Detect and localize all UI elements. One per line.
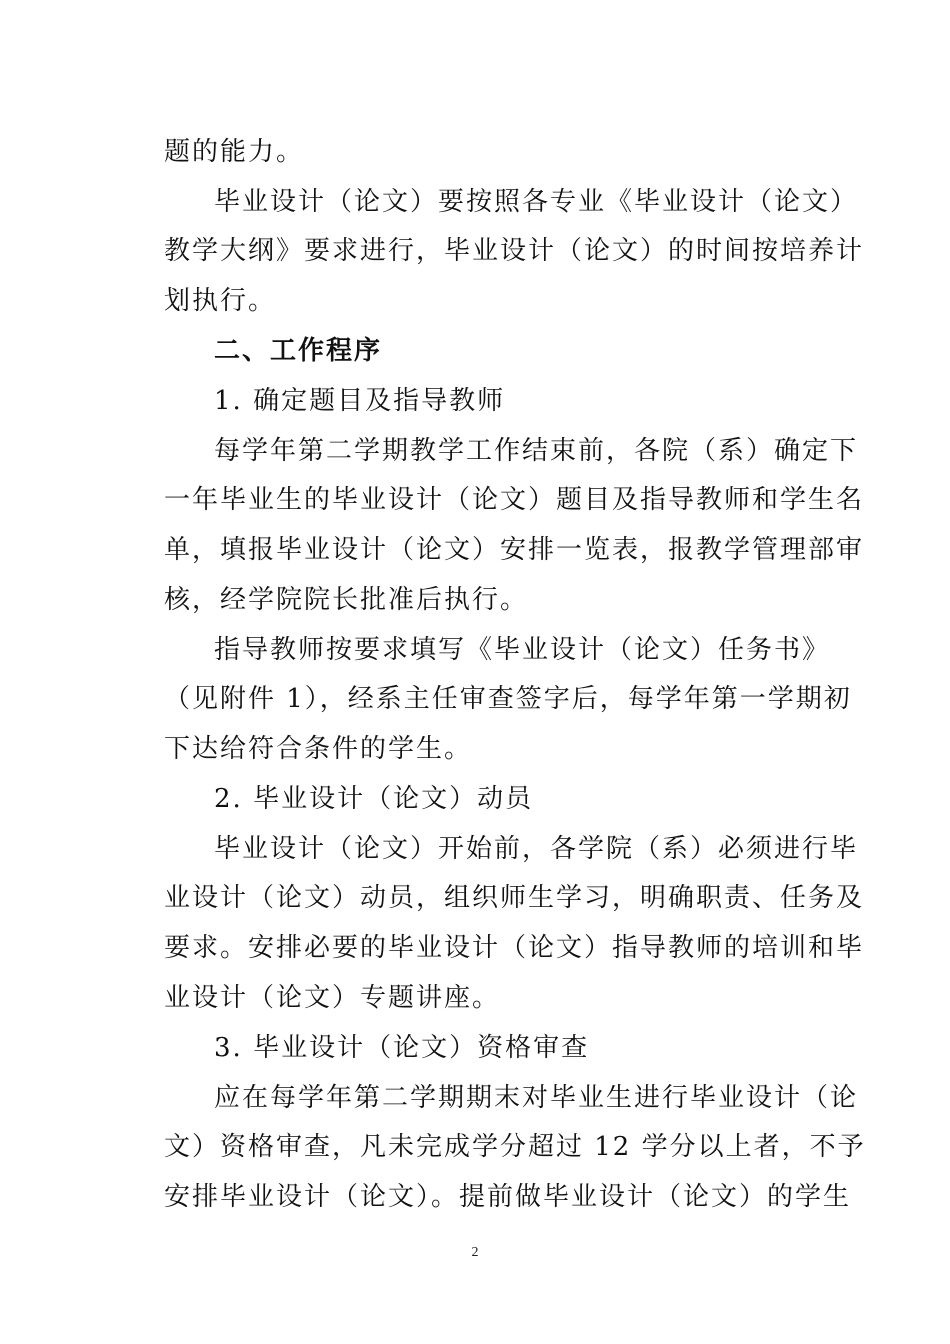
paragraph-line: 每学年第二学期教学工作结束前，各院（系）确定下 [214, 436, 859, 466]
paragraph-line: 核，经学院院长批准后执行。 [164, 585, 529, 615]
paragraph-line: 题的能力。 [164, 137, 305, 167]
paragraph-line: 应在每学年第二学期期末对毕业生进行毕业设计（论 [214, 1083, 859, 1113]
paragraph-line: 划执行。 [164, 286, 277, 316]
paragraph-line: 要求。安排必要的毕业设计（论文）指导教师的培训和毕 [164, 933, 865, 963]
section-heading: 二、工作程序 [214, 336, 383, 366]
paragraph-line: 教学大纲》要求进行，毕业设计（论文）的时间按培养计 [164, 236, 865, 266]
paragraph-line: 单，填报毕业设计（论文）安排一览表，报教学管理部审 [164, 535, 865, 565]
paragraph-line: 安排毕业设计（论文）。提前做毕业设计（论文）的学生 [164, 1182, 852, 1212]
subsection-heading: 3. 毕业设计（论文）资格审查 [214, 1033, 590, 1063]
subsection-heading: 1. 确定题目及指导教师 [214, 386, 506, 416]
paragraph-line: 一年毕业生的毕业设计（论文）题目及指导教师和学生名 [164, 485, 865, 515]
subsection-heading: 2. 毕业设计（论文）动员 [214, 784, 534, 814]
paragraph-line: （见附件 1），经系主任审查签字后，每学年第一学期初 [164, 684, 852, 714]
page-number: 2 [471, 1245, 479, 1260]
paragraph-line: 毕业设计（论文）开始前，各学院（系）必须进行毕 [214, 834, 859, 864]
paragraph-line: 业设计（论文）动员，组织师生学习，明确职责、任务及 [164, 883, 865, 913]
paragraph-line: 下达给符合条件的学生。 [164, 734, 473, 764]
paragraph-line: 毕业设计（论文）要按照各专业《毕业设计（论文） [214, 187, 859, 217]
paragraph-line: 指导教师按要求填写《毕业设计（论文）任务书》 [214, 635, 831, 665]
paragraph-line: 文）资格审查，凡未完成学分超过 12 学分以上者，不予 [164, 1132, 866, 1162]
paragraph-line: 业设计（论文）专题讲座。 [164, 983, 501, 1013]
